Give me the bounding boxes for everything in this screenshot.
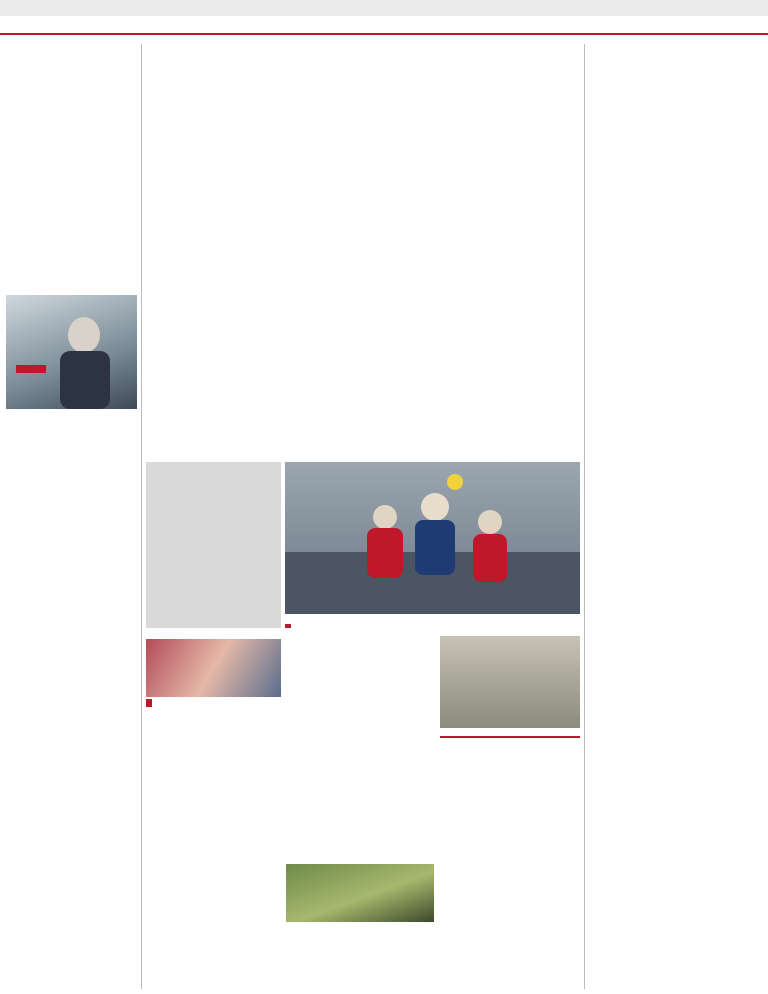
atletica-body	[589, 44, 723, 110]
ski-body	[6, 412, 137, 652]
volley-caption-row	[285, 616, 580, 628]
foto-kicker	[440, 736, 580, 738]
volley-image	[285, 462, 580, 614]
foto-article	[440, 636, 580, 989]
boxe4-body	[589, 420, 723, 456]
hockey4-body	[589, 730, 723, 788]
skier-image	[6, 295, 137, 409]
volley-photo	[285, 462, 580, 614]
volley-article	[146, 44, 434, 459]
boxe-body	[6, 660, 137, 840]
boxe4-dentro	[589, 456, 723, 558]
volley-body-b	[294, 266, 434, 459]
foto-body	[440, 741, 580, 956]
baseball-body	[589, 268, 723, 416]
atletica-maratona	[589, 226, 723, 262]
gym-caption-tag	[146, 699, 152, 707]
gym-article	[146, 636, 281, 989]
section-title	[0, 16, 768, 35]
ippica-photo	[286, 864, 434, 922]
page-number	[737, 0, 768, 16]
supercup-body	[150, 469, 277, 577]
volley-score-text	[440, 149, 580, 264]
volley-caption-tag	[285, 624, 291, 628]
ippica-article	[286, 636, 434, 989]
page-header	[0, 0, 768, 16]
gym-caption-row	[146, 699, 281, 706]
volley-col-c	[440, 44, 580, 459]
supercup-box	[146, 462, 281, 628]
judo-photo	[440, 636, 580, 728]
atletica-trofeo	[589, 204, 723, 226]
gym-body	[146, 709, 281, 959]
atletica-pista	[589, 168, 723, 204]
col-4	[589, 44, 723, 989]
golf-sub-body	[589, 630, 723, 726]
ippica-body	[286, 639, 434, 861]
atletica-lutto	[589, 110, 723, 168]
col-1	[6, 44, 137, 989]
gym-photo	[146, 639, 281, 697]
volley-body-a	[146, 270, 286, 459]
volley-body-c	[440, 44, 580, 144]
ski-photo	[6, 295, 137, 409]
volley-note	[440, 264, 580, 374]
golf-body	[589, 562, 723, 628]
hockey-body	[6, 47, 137, 287]
